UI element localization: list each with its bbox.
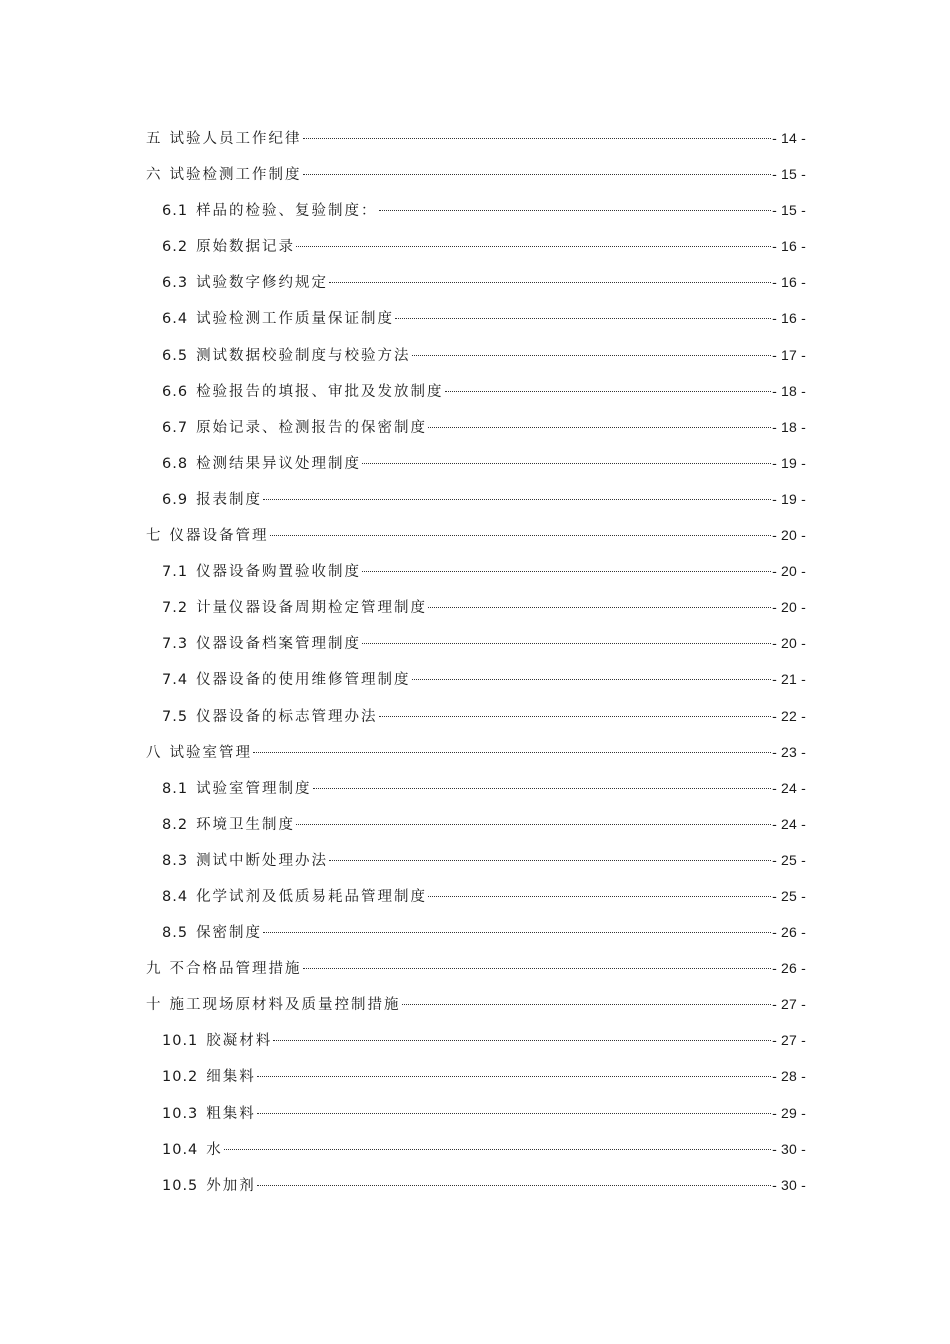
toc-entry-title: 试验室管理 bbox=[169, 744, 252, 761]
toc-entry-page-number: - 27 - bbox=[772, 1032, 806, 1049]
toc-entry-title: 仪器设备档案管理制度 bbox=[196, 636, 362, 653]
toc-entry-title: 测试数据校验制度与校验方法 bbox=[196, 347, 411, 364]
toc-entry[interactable] bbox=[146, 734, 806, 770]
toc-entry-number: 10.1 bbox=[162, 1033, 199, 1050]
toc-entry-page-number: - 28 - bbox=[772, 1068, 806, 1085]
toc-entry-number: 7.1 bbox=[162, 564, 189, 581]
toc-entry-title: 仪器设备的使用维修管理制度 bbox=[196, 672, 411, 689]
toc-entry-number: 7.5 bbox=[162, 708, 189, 725]
toc-entry[interactable] bbox=[146, 1167, 806, 1203]
dot-leader bbox=[379, 715, 772, 717]
toc-entry-title: 胶凝材料 bbox=[206, 1033, 273, 1050]
toc-entry[interactable] bbox=[146, 517, 806, 553]
toc-entry[interactable] bbox=[146, 986, 806, 1022]
dot-leader bbox=[263, 931, 771, 933]
toc-entry-number: 10.5 bbox=[162, 1177, 199, 1194]
toc-entry-page-number: - 21 - bbox=[772, 671, 806, 688]
dot-leader bbox=[412, 678, 772, 680]
toc-entry[interactable] bbox=[146, 120, 806, 156]
toc-entry[interactable] bbox=[146, 1058, 806, 1094]
toc-entry-number: 7.2 bbox=[162, 600, 189, 617]
toc-entry-page-number: - 16 - bbox=[772, 274, 806, 291]
toc-entry[interactable] bbox=[146, 589, 806, 625]
dot-leader bbox=[329, 281, 771, 283]
toc-entry-title: 保密制度 bbox=[196, 925, 263, 942]
toc-entry-title: 外加剂 bbox=[206, 1177, 256, 1194]
toc-entry-title: 仪器设备的标志管理办法 bbox=[196, 708, 378, 725]
toc-entry[interactable] bbox=[146, 698, 806, 734]
dot-leader bbox=[445, 390, 772, 392]
toc-entry-number: 七 bbox=[146, 528, 162, 545]
toc-entry-title: 检验报告的填报、审批及发放制度 bbox=[196, 383, 444, 400]
toc-entry-number: 8.3 bbox=[162, 852, 189, 869]
toc-entry-title: 试验人员工作纪律 bbox=[169, 131, 302, 147]
toc-entry[interactable] bbox=[146, 950, 806, 986]
dot-leader bbox=[253, 751, 771, 753]
toc-entry-page-number: - 29 - bbox=[772, 1104, 806, 1121]
dot-leader bbox=[303, 173, 772, 175]
toc-entry[interactable] bbox=[146, 156, 806, 192]
dot-leader bbox=[362, 570, 771, 572]
toc-entry-page-number: - 19 - bbox=[772, 490, 806, 507]
dot-leader bbox=[428, 606, 771, 608]
toc-entry[interactable] bbox=[146, 1022, 806, 1058]
toc-entry-title: 检测结果异议处理制度 bbox=[196, 455, 362, 472]
dot-leader bbox=[412, 354, 772, 356]
toc-entry[interactable] bbox=[146, 553, 806, 589]
toc-entry-page-number: - 19 - bbox=[772, 454, 806, 471]
dot-leader bbox=[402, 1003, 772, 1005]
toc-entry-number: 7.4 bbox=[162, 672, 189, 689]
toc-entry-title: 样品的检验、复验制度： bbox=[196, 203, 378, 220]
toc-entry-title: 仪器设备购置验收制度 bbox=[196, 564, 362, 581]
dot-leader bbox=[257, 1075, 771, 1077]
toc-entry[interactable] bbox=[146, 1095, 806, 1131]
dot-leader bbox=[428, 426, 771, 428]
toc-entry-number: 6.3 bbox=[162, 275, 189, 292]
toc-entry-page-number: - 27 - bbox=[772, 996, 806, 1013]
toc-entry-number: 7.3 bbox=[162, 636, 189, 653]
toc-entry[interactable] bbox=[146, 770, 806, 806]
dot-leader bbox=[313, 787, 772, 789]
dot-leader bbox=[303, 137, 772, 139]
dot-leader bbox=[303, 967, 772, 969]
toc-entry[interactable] bbox=[146, 409, 806, 445]
toc-entry-page-number: - 20 - bbox=[772, 635, 806, 652]
toc-entry-number: 6.6 bbox=[162, 383, 189, 400]
toc-entry-number: 八 bbox=[146, 744, 162, 761]
toc-entry-page-number: - 20 - bbox=[772, 527, 806, 544]
toc-entry-number: 6.1 bbox=[162, 203, 189, 220]
dot-leader bbox=[296, 823, 771, 825]
toc-entry-number: 6.8 bbox=[162, 455, 189, 472]
toc-entry-page-number: - 14 - bbox=[772, 130, 806, 146]
toc-entry-number: 九 bbox=[146, 961, 162, 978]
toc-entry-page-number: - 30 - bbox=[772, 1140, 806, 1157]
toc-entry[interactable] bbox=[146, 300, 806, 336]
toc-entry-number: 8.5 bbox=[162, 925, 189, 942]
toc-entry[interactable] bbox=[146, 914, 806, 950]
toc-entry[interactable] bbox=[146, 228, 806, 264]
toc-entry-number: 10.3 bbox=[162, 1105, 199, 1122]
toc-entry-number: 6.4 bbox=[162, 311, 189, 328]
toc-entry-page-number: - 30 - bbox=[772, 1176, 806, 1193]
toc-entry-page-number: - 26 - bbox=[772, 960, 806, 977]
dot-leader bbox=[257, 1112, 771, 1114]
toc-entry-number: 8.2 bbox=[162, 816, 189, 833]
toc-entry[interactable] bbox=[146, 337, 806, 373]
dot-leader bbox=[263, 498, 771, 500]
toc-entry-number: 6.2 bbox=[162, 239, 189, 256]
toc-entry[interactable] bbox=[146, 264, 806, 300]
toc-entry-title: 测试中断处理办法 bbox=[196, 852, 329, 869]
toc-entry-page-number: - 25 - bbox=[772, 851, 806, 868]
dot-leader bbox=[257, 1184, 771, 1186]
toc-entry-title: 原始记录、检测报告的保密制度 bbox=[196, 419, 428, 436]
toc-entry-page-number: - 15 - bbox=[772, 202, 806, 219]
toc-entry-page-number: - 24 - bbox=[772, 779, 806, 796]
toc-entry-title: 报表制度 bbox=[196, 491, 263, 508]
toc-entry-page-number: - 18 - bbox=[772, 382, 806, 399]
toc-entry-page-number: - 20 - bbox=[772, 599, 806, 616]
toc-entry[interactable] bbox=[146, 806, 806, 842]
toc-entry-page-number: - 24 - bbox=[772, 815, 806, 832]
toc-entry[interactable] bbox=[146, 481, 806, 517]
toc-entry-number: 8.4 bbox=[162, 888, 189, 905]
toc-entry[interactable] bbox=[146, 373, 806, 409]
dot-leader bbox=[395, 317, 771, 319]
toc-entry-title: 试验检测工作质量保证制度 bbox=[196, 311, 395, 328]
dot-leader bbox=[362, 642, 771, 644]
toc-entry-number: 8.1 bbox=[162, 780, 189, 797]
toc-entry-number: 五 bbox=[146, 131, 162, 147]
toc-entry-title: 仪器设备管理 bbox=[169, 528, 269, 545]
toc-entry[interactable] bbox=[146, 192, 806, 228]
dot-leader bbox=[273, 1039, 771, 1041]
toc-entry-page-number: - 17 - bbox=[772, 346, 806, 363]
toc-entry-title: 试验数字修约规定 bbox=[196, 275, 329, 292]
dot-leader bbox=[379, 209, 772, 211]
toc-entry[interactable] bbox=[146, 661, 806, 697]
toc-entry-title: 化学试剂及低质易耗品管理制度 bbox=[196, 888, 428, 905]
toc-entry[interactable] bbox=[146, 1131, 806, 1167]
toc-entry-title: 施工现场原材料及质量控制措施 bbox=[169, 997, 401, 1014]
toc-entry-title: 试验室管理制度 bbox=[196, 780, 312, 797]
toc-entry-page-number: - 18 - bbox=[772, 418, 806, 435]
toc-entry-number: 十 bbox=[146, 997, 162, 1014]
toc-entry-page-number: - 25 - bbox=[772, 887, 806, 904]
dot-leader bbox=[296, 245, 771, 247]
dot-leader bbox=[362, 462, 771, 464]
dot-leader bbox=[224, 1148, 771, 1150]
toc-entry[interactable] bbox=[146, 842, 806, 878]
dot-leader bbox=[329, 859, 771, 861]
toc-entry-title: 粗集料 bbox=[206, 1105, 256, 1122]
toc-entry-number: 6.7 bbox=[162, 419, 189, 436]
toc-entry-title: 细集料 bbox=[206, 1069, 256, 1086]
toc-entry[interactable] bbox=[146, 445, 806, 481]
table-of-contents bbox=[146, 120, 806, 1203]
toc-entry-number: 10.4 bbox=[162, 1141, 199, 1158]
dot-leader bbox=[270, 534, 772, 536]
toc-entry-page-number: - 16 - bbox=[772, 238, 806, 255]
toc-entry-page-number: - 23 - bbox=[772, 743, 806, 760]
toc-entry-page-number: - 26 - bbox=[772, 924, 806, 941]
toc-entry-title: 水 bbox=[206, 1141, 223, 1158]
toc-entry-page-number: - 20 - bbox=[772, 563, 806, 580]
toc-entry-title: 试验检测工作制度 bbox=[169, 167, 302, 184]
toc-entry-title: 环境卫生制度 bbox=[196, 816, 296, 833]
toc-entry-number: 6.5 bbox=[162, 347, 189, 364]
toc-entry[interactable] bbox=[146, 878, 806, 914]
toc-entry-number: 六 bbox=[146, 167, 162, 184]
toc-entry-title: 原始数据记录 bbox=[196, 239, 296, 256]
toc-entry-page-number: - 22 - bbox=[772, 707, 806, 724]
toc-entry-title: 不合格品管理措施 bbox=[169, 961, 302, 978]
dot-leader bbox=[428, 895, 771, 897]
toc-entry-number: 10.2 bbox=[162, 1069, 199, 1086]
toc-entry[interactable] bbox=[146, 625, 806, 661]
toc-entry-page-number: - 15 - bbox=[772, 166, 806, 183]
toc-entry-page-number: - 16 - bbox=[772, 310, 806, 327]
toc-entry-title: 计量仪器设备周期检定管理制度 bbox=[196, 600, 428, 617]
toc-entry-number: 6.9 bbox=[162, 491, 189, 508]
